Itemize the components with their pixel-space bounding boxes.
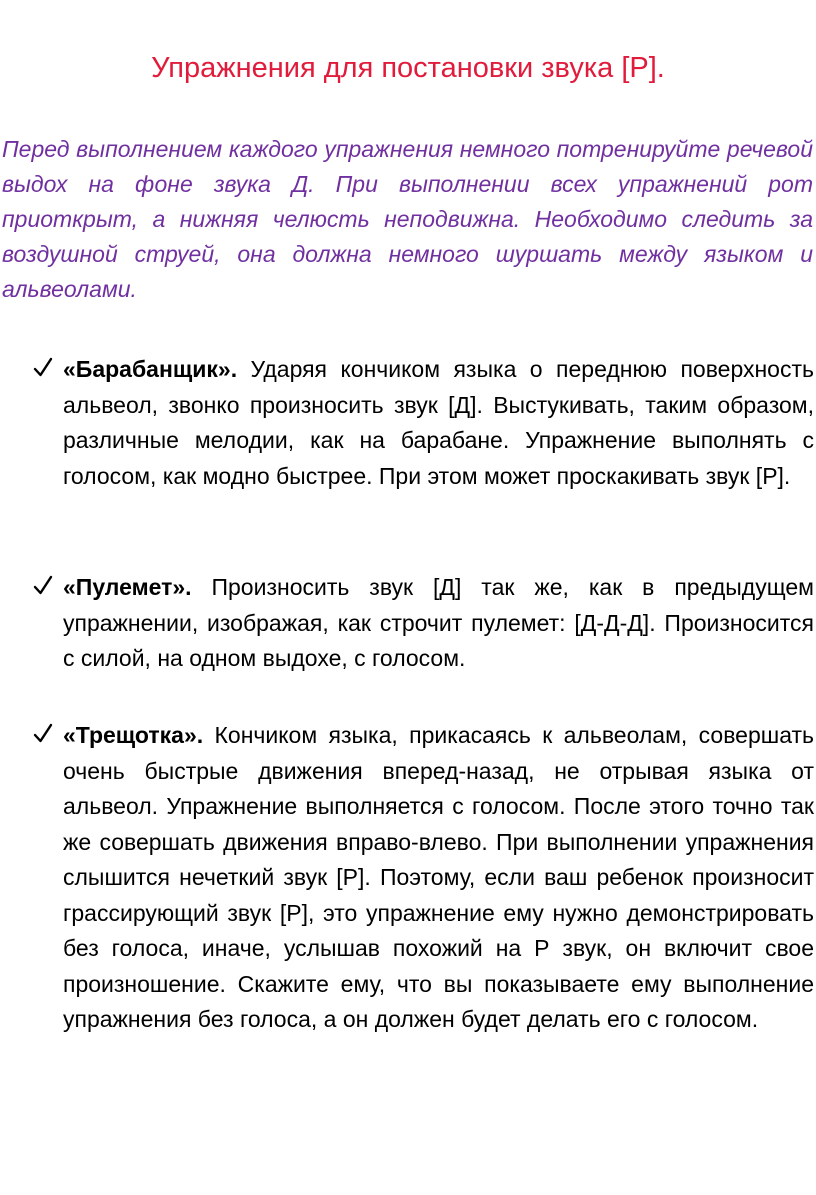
exercise-text: Произносить звук [Д] так же, как в предыдущем упражнении, изображая, как строчит пулемет: [Д-Д-Д]. Произносится с силой, на одном выдохе, с голосом.	[63, 574, 814, 671]
exercise-text: Ударяя кончиком языка о переднюю поверхность альвеол, звонко произносить звук [Д]. Выстукивать, таким образом, различные мелодии, как на барабане. Упражнение выполнять с голосом, как модно быстрее. При этом может проскакивать звук [Р].	[63, 356, 814, 489]
checkmark-icon	[33, 718, 53, 748]
intro-paragraph: Перед выполнением каждого упражнения немного потренируйте речевой выдох на фоне звука Д. При выполнении всех упражнений рот приоткрыт, а нижняя челюсть неподвижна. Необходимо следить за воздушной струей, она должна немного шуршать между языком и альвеолами.	[2, 136, 813, 302]
exercise-description	[63, 718, 814, 1038]
exercise-title: «Трещотка».	[63, 722, 204, 748]
exercise-description	[63, 352, 814, 494]
exercise-title: «Барабанщик».	[63, 356, 238, 382]
checkmark-icon	[33, 570, 53, 600]
exercise-text: Кончиком языка, прикасаясь к альвеолам, совершать очень быстрые движения вперед-назад, не отрывая языка от альвеол. Упражнение выполняется с голосом. После этого точно так же совершать движения вправо-влево. При выполнении упражнения слышится нечеткий звук [Р]. Поэтому, если ваш ребенок произносит грассирующий звук [Р], это упражнение ему нужно демонстрировать без голоса, иначе, услышав похожий на Р звук, он включит свое произношение. Скажите ему, что вы показываете ему выполнение упражнения без голоса, а он должен будет делать его с голосом.	[63, 722, 814, 1032]
exercise-description	[63, 570, 814, 677]
checkmark-icon	[33, 352, 53, 382]
page-title: Упражнения для постановки звука [Р].	[151, 52, 665, 84]
exercise-title: «Пулемет».	[63, 574, 192, 600]
